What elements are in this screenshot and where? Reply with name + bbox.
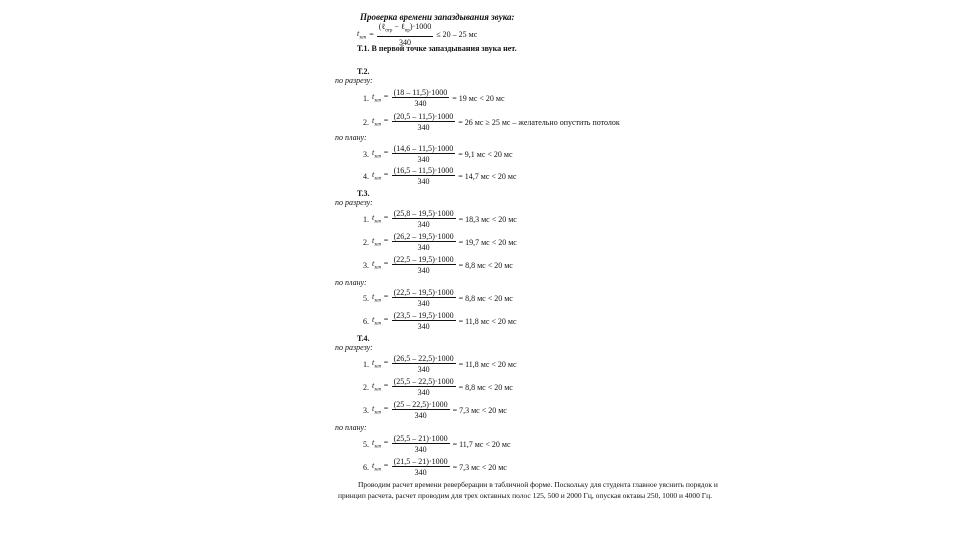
equation-row: 3. $t_{зап}$ = $\frac{(25 - 22,5)\cdot 1000}{340}$ = 7,3 мс < 20 мс (363, 400, 507, 420)
equation-row: 5. $t_{зап}$ = $\frac{(22,5 - 19,5)\cdot 1000}{340}$ = 8,8 мс < 20 мс (363, 288, 513, 308)
t1-statement: Т.1. В первой точке запаздывания звука нет. (357, 44, 517, 53)
main-formula: $t_{зап}$ = $\frac{(\ell_{отр} - \ell_{пр})\cdot 1000}{340}$ ≤ 20 – 25 мс (357, 22, 478, 47)
equation-row: 5. $t_{зап}$ = $\frac{(25,5 - 21)\cdot 1000}{340}$ = 11,7 мс < 20 мс (363, 434, 511, 454)
formula-numerator: (ℓ$_{отр}$ − ℓ$_{пр}$)·1000 (377, 22, 434, 37)
equation-row: 2. $t_{зап}$ = $\frac{(20,5 - 11,5)\cdot 1000}{340}$ = 26 мс ≥ 25 мс – желательно опустить потолок (363, 112, 620, 132)
page-title: Проверка времени запаздывания звука: (360, 12, 515, 22)
group-caption: по разрезу: (335, 343, 373, 352)
section-label: Т.3. (357, 189, 370, 198)
group-caption: по разрезу: (335, 76, 373, 85)
formula-denominator: 340 (398, 37, 411, 47)
formula-rhs: ≤ 20 – 25 мс (436, 29, 478, 39)
equation-row: 2. $t_{зап}$ = $\frac{(25,5 - 22,5)\cdot 1000}{340}$ = 8,8 мс < 20 мс (363, 377, 513, 397)
equation-row: 4. $t_{зап}$ = $\frac{(16,5 - 11,5)\cdot 1000}{340}$ = 14,7 мс < 20 мс (363, 166, 517, 186)
section-label: Т.2. (357, 67, 370, 76)
equation-row: 1. $t_{зап}$ = $\frac{(25,8 - 19,5)\cdot 1000}{340}$ = 18,3 мс < 20 мс (363, 209, 517, 229)
formula-lhs: $t_{зап}$ (357, 28, 367, 41)
section-label: Т.4. (357, 334, 370, 343)
equation-row: 2. $t_{зап}$ = $\frac{(26,2 - 19,5)\cdot 1000}{340}$ = 19,7 мс < 20 мс (363, 232, 517, 252)
equation-row: 3. $t_{зап}$ = $\frac{(22,5 - 19,5)\cdot 1000}{340}$ = 8,8 мс < 20 мс (363, 255, 513, 275)
formula-fraction (377, 22, 434, 47)
equation-row: 3. $t_{зап}$ = $\frac{(14,6 - 11,5)\cdot 1000}{340}$ = 9,1 мс < 20 мс (363, 144, 513, 164)
group-caption: по плану: (335, 133, 367, 142)
equation-row: 6. $t_{зап}$ = $\frac{(23,5 - 19,5)\cdot 1000}{340}$ = 11,8 мс < 20 мс (363, 311, 517, 331)
equation-row: 1. $t_{зап}$ = $\frac{(18 - 11,5)\cdot 1000}{340}$ = 19 мс < 20 мс (363, 88, 505, 108)
group-caption: по плану: (335, 278, 367, 287)
equation-row: 6. $t_{зап}$ = $\frac{(21,5 - 21)\cdot 1000}{340}$ = 7,3 мс < 20 мс (363, 457, 507, 477)
equation-row: 1. $t_{зап}$ = $\frac{(26,5 - 22,5)\cdot 1000}{340}$ = 11,8 мс < 20 мс (363, 354, 517, 374)
group-caption: по разрезу: (335, 198, 373, 207)
body-paragraph: Проводим расчет времени реверберации в табличной форме. Поскольку для студента главное уяснить порядок и принцип расчета, расчет проводим для трех октавных полос 125, 500 и 2000 Гц, опуская октавы 250, 1000 и 4000 Гц. (338, 480, 718, 500)
group-caption: по плану: (335, 423, 367, 432)
